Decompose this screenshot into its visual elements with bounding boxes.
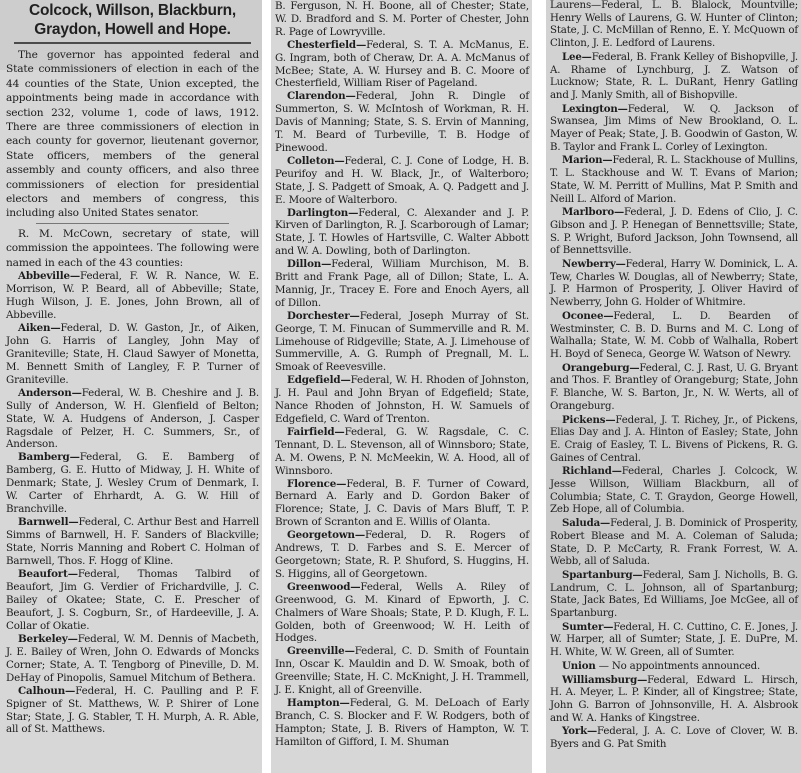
- county-appointees: Federal, G. W. Ragsdale, C. C. Tennant, D. L. Stevenson, all of Winnsboro; State, A. M. Owens, P. N. McMeekin, W. A. Hood, all of Winnsboro.: [275, 425, 529, 477]
- county-list-2: [275, 0, 529, 749]
- county-name: Chesterfield—: [287, 38, 367, 51]
- county-entry: [6, 322, 259, 387]
- column-1: [0, 0, 262, 773]
- county-appointees: Federal, W. B. Cheshire and J. B. Sully of Anderson, W. H. Glenfield of Belton; State, W. A. Hudgens of Anderson, J. Casper Ragsdale of Pelzer, H. C. Summers, Sr., of Anderson.: [6, 386, 259, 451]
- county-entry: [275, 310, 529, 375]
- county-appointees: Federal, J. B. Dominick of Prosperity, Robert Blease and M. A. Coleman of Saluda; State, D. P. McCarty, R. Frank Forrest, W. A. Webb, all of Saluda.: [550, 518, 798, 568]
- county-entry: [6, 387, 259, 452]
- county-appointees: Federal, C. Alexander and J. P. Kirven of Darlington, R. J. Scarborough of Lamar; State, J. T. Howles of Hartsville, C. Walter Abbott and W. A. Dowling, both of Darlington.: [275, 206, 529, 258]
- county-entry: [275, 645, 529, 697]
- county-list-3: [550, 0, 798, 752]
- county-name: Clarendon—: [287, 90, 356, 103]
- county-name: Darlington—: [287, 206, 359, 219]
- county-appointees: Federal, Sam J. Nicholls, B. G. Landrum, C. L. Johnson, all of Spartanburg; State, Jack Bates, Ed Williams, Joe McGee, all of Spartanburg.: [550, 569, 798, 620]
- county-name: Abbeville—: [18, 270, 81, 283]
- county-entry: [550, 103, 798, 155]
- county-name: Oconee—: [562, 309, 614, 322]
- county-entry: [550, 569, 798, 621]
- county-entry: [550, 0, 798, 51]
- county-name: Bamberg—: [18, 451, 80, 464]
- county-entry: [275, 374, 529, 426]
- county-entry: [550, 517, 798, 569]
- county-entry: [275, 426, 529, 478]
- county-entry: [550, 51, 798, 103]
- county-appointees: Federal, B. Frank Kelley of Bishopville, J. A. Rhame of Lynchburg, J. Z. Watson of Lucknow; State, R. L. DuRant, Henry Gatling and J. Manly Smith, all of Bishopville.: [550, 51, 798, 101]
- county-name: Berkeley—: [18, 632, 78, 645]
- county-appointees: Federal, J. A. C. Love of Clover, W. B. Byers and G. Pat Smith: [550, 726, 798, 751]
- county-name: York—: [562, 725, 598, 738]
- county-name: Anderson—: [18, 386, 82, 399]
- county-name: Union: [562, 659, 596, 672]
- county-appointees: Federal, F. W. R. Nance, W. E. Morrison, W. P. Beard, all of Abbeville; State, Hugh Wilson, J. E. Jones, John Brown, all of Abbeville.: [6, 270, 259, 321]
- county-appointees: Federal, Thomas Talbird of Beaufort, Jim G. Verdier of Frichardville, J. C. Bailey of Okatee; State, C. E. Prescher of Beaufort, J. S. Cogburn, Sr., of Hardeeville, J. A. Collar of Okatie.: [6, 568, 259, 632]
- county-appointees: Federal, C. J. Rast, U. G. Bryant and Thos. F. Brantley of Orangeburg; State, John F. Blanche, W. S. Barton, Jr., N. W. Werts, all of Orangeburg.: [550, 362, 798, 412]
- county-entry: [550, 621, 798, 660]
- county-entry: [275, 39, 529, 91]
- county-name: Sumter—: [562, 620, 614, 633]
- county-entry: [6, 568, 259, 633]
- county-entry: [550, 258, 798, 310]
- county-appointees: Federal, W. M. Dennis of Macbeth, J. E. Bailey of Wren, John O. Edwards of Moncks Corner; State, A. T. Tengborg of Pineville, D. M. DeHay of Pinopolis, Samuel Mitchum of Bethera.: [6, 632, 259, 684]
- county-appointees: Federal, Charles J. Colcock, W. Jesse Willson, William Blackburn, all of Columbia; State, C. T. Graydon, George Howell, Zeb Hope, all of Columbia.: [550, 466, 798, 516]
- county-entry: [550, 725, 798, 751]
- county-appointees: Federal, Wells A. Riley of Greenwood, G. M. Kinard of Epworth, J. C. Chalmers of Ware Shoals; State, P. D. Klugh, F. L. Golden, both of Greenwood; W. H. Leith of Hodges.: [275, 580, 529, 645]
- county-appointees: Federal, John R. Dingle of Summerton, S. W. McIntosh of Workman, R. H. Davis of Manning; State, S. S. Ervin of Manning, T. M. Beard of Turbeville, T. B. Hodge of Pinewood.: [275, 90, 529, 154]
- headline: [6, 1, 259, 39]
- county-entry: [550, 206, 798, 258]
- county-appointees: Federal, S. T. A. McManus, E. G. Ingram, both of Cheraw, Dr. A. A. McManus of McBee; State, A. W. Hursey and B. C. Moore of Chesterfield, William Riser of Pageland.: [275, 38, 529, 90]
- county-name: Marion—: [562, 154, 613, 167]
- county-name: Lexington—: [562, 102, 628, 115]
- county-appointees: Federal, W. Q. Jackson of Swansea, Jim Mims of New Brookland, O. L. Mayer of Peak; State, J. B. Goodwin of Gaston, W. B. Taylor and Frank L. Corley of Lexington.: [550, 103, 798, 153]
- county-entry: [275, 0, 529, 39]
- county-appointees: Laurens—Federal, L. B. Blalock, Mountville; Henry Wells of Laurens, G. W. Hunter of Clinton; State, J. C. McMillan of Renno, E. Y. McQuown of Clinton, J. E. Ledford of Laurens.: [550, 0, 798, 50]
- county-appointees: Federal, D. W. Gaston, Jr., of Aiken, John G. Harris of Langley, John May of Graniteville; State, H. Claud Sawyer of Monetta, M. Bennett Smith of Langley, F. P. Turner of Graniteville.: [6, 321, 259, 386]
- county-entry: [6, 270, 259, 322]
- county-appointees: Federal, D. R. Rogers of Andrews, T. D. Farbes and S. E. Mercer of Georgetown; State, R. P. Shuford, S. Huggins, H. S. Higgins, all of Georgetown.: [275, 529, 529, 580]
- county-appointees: Federal, L. D. Bearden of Westminster, C. B. D. Burns and M. C. Long of Walhalla; State, W. M. Cobb of Walhalla, Robert H. Boyd of Seneca, George W. Watson of Newry.: [550, 310, 798, 360]
- county-appointees: Federal, J. D. Edens of Clio, J. C. Gibson and J. P. Henegan of Bennettsville; State, S. P. Wright, Buford Jackson, John Townsend, all of Bennettsville.: [550, 207, 798, 257]
- county-appointees: Federal, H. C. Paulling and P. F. Spigner of St. Matthews, W. P. Shirer of Lone Star; State, J. G. Stabler, T. H. Murph, A. R. Able, all of St. Matthews.: [6, 684, 259, 736]
- county-name: Greenwood—: [287, 580, 361, 593]
- county-entry: [275, 478, 529, 530]
- county-entry: [550, 414, 798, 466]
- county-entry: [550, 660, 798, 674]
- county-name: Spartanburg—: [562, 568, 643, 581]
- county-entry: [550, 362, 798, 414]
- county-entry: [6, 633, 259, 685]
- county-name: Saluda—: [562, 517, 611, 530]
- county-entry: [275, 155, 529, 207]
- county-name: Dillon—: [287, 258, 332, 271]
- county-appointees: Federal, W. H. Rhoden of Johnston, J. H. Paul and John Bryan of Edgefield; State, Nance Rhoden of Johnston, H. W. Samuels of Edgefield, C. Ward of Trenton.: [275, 374, 529, 425]
- headline-line-2: Graydon, Howell and Hope.: [34, 21, 231, 38]
- county-entry: [550, 674, 798, 726]
- county-name: Williamsburg—: [562, 673, 648, 686]
- county-name: Dorchester—: [287, 309, 360, 322]
- county-entry: [550, 465, 798, 517]
- county-entry: [275, 529, 529, 581]
- county-appointees: Federal, G. M. DeLoach of Early Branch, C. S. Blocker and F. W. Rodgers, both of Hampton; State, J. B. Rivers of Hampton, W. T. Hamilton of Gifford, I. M. Shuman: [275, 696, 529, 748]
- county-appointees: Federal, B. F. Turner of Coward, Bernard A. Early and D. Gordon Baker of Florence; State, J. C. Davis of Mars Bluff, T. P. Brown of Scranton and E. Willis of Olanta.: [275, 477, 529, 529]
- headline-rule: [14, 42, 251, 44]
- county-name: Pickens—: [562, 413, 616, 426]
- county-entry: [6, 685, 259, 737]
- county-entry: [275, 90, 529, 155]
- county-name: Newberry—: [562, 258, 626, 271]
- column-2: [271, 0, 532, 773]
- column-3: [546, 0, 801, 773]
- county-name: Richland—: [562, 465, 622, 478]
- county-name: Marlboro—: [562, 206, 625, 219]
- headline-line-1: Colcock, Willson, Blackburn,: [29, 2, 236, 19]
- county-appointees: Federal, R. L. Stackhouse of Mullins, T. L. Stackhouse and W. T. Evans of Marion; State, W. M. Perritt of Mullins, Mat P. Smith and Neill L. Alford of Marion.: [550, 155, 798, 205]
- county-name: Fairfield—: [287, 425, 345, 438]
- county-appointees: Federal, Edward L. Hirsch, H. A. Meyer, L. P. Kinder, all of Kingstree; State, John G. Barron of Johnsonville, H. A. Alsbrook and W. A. Hanks of Kingstree.: [550, 674, 798, 724]
- county-name: Edgefield—: [287, 374, 351, 387]
- county-appointees: Federal, C. D. Smith of Fountain Inn, Oscar K. Mauldin and D. W. Smoak, both of Greenville; State, H. C. McKnight, J. H. Trammell, J. E. Knight, all of Greenville.: [275, 645, 529, 697]
- county-appointees: B. Ferguson, N. H. Boone, all of Chester; State, W. D. Bradford and S. M. Porter of Chester, John R. Page of Lowryville.: [275, 0, 529, 38]
- county-appointees: — No appointments announced.: [595, 660, 761, 672]
- county-entry: [6, 516, 259, 568]
- county-entry: [550, 310, 798, 362]
- county-list-1: [6, 270, 259, 736]
- county-entry: [275, 258, 529, 310]
- county-name: Calhoun—: [18, 684, 76, 697]
- county-name: Florence—: [287, 477, 347, 490]
- county-name: Beaufort—: [18, 568, 78, 581]
- intro-paragraph: The governor has appointed federal and State commissioners of election in each of the 44 counties of the State, Union excepted, the appointments being made in accordance with section 232, volume 1, code of laws, 1912. There are three commissioners of election in each county for governor, lieutenant governor, State officers, members of the general assembly and county officers, and also three commissioners of election for presidential electors and members of congress, this including also United States senator.: [6, 49, 259, 220]
- county-name: Colleton—: [287, 154, 345, 167]
- county-entry: [275, 697, 529, 749]
- column-gutter: [262, 0, 271, 773]
- county-entry: [550, 154, 798, 206]
- county-entry: [275, 581, 529, 646]
- county-name: Lee—: [562, 50, 592, 63]
- county-appointees: Federal, C. Arthur Best and Harrell Simms of Barnwell, H. F. Sanders of Blackville; State, Norris Manning and Robert C. Holman of Barnwell, Thos. F. Hogg of Kline.: [6, 516, 259, 568]
- county-appointees: Federal, William Murchison, M. B. Britt and Frank Page, all of Dillon; State, L. A. Mannig, Jr., Tracey E. Fore and Enoch Ayers, all of Dillon.: [275, 258, 529, 309]
- secretary-paragraph: R. M. McCown, secretary of state, will commission the appointees. The following were named in each of the 43 counties:: [6, 227, 259, 269]
- county-name: Orangeburg—: [562, 361, 640, 374]
- county-name: Barnwell—: [18, 516, 79, 529]
- separator: [36, 223, 229, 224]
- county-entry: [275, 207, 529, 259]
- county-name: Georgetown—: [287, 529, 366, 542]
- county-appointees: Federal, G. E. Bamberg of Bamberg, G. E. Hutto of Midway, J. H. White of Denmark; State, J. Wesley Crum of Denmark, I. W. Carter of Ehrhardt, A. G. W. Hill of Branchville.: [6, 451, 259, 516]
- county-name: Hampton—: [287, 696, 350, 709]
- county-appointees: Federal, H. C. Cuttino, C. E. Jones, J. W. Harper, all of Sumter; State, J. E. DuPre, M. H. White, W. W. Green, all of Sumter.: [550, 621, 798, 659]
- county-entry: [6, 451, 259, 516]
- county-name: Greenville—: [287, 645, 355, 658]
- county-appointees: Federal, Harry W. Dominick, L. A. Tew, Charles W. Douglas, all of Newberry; State, J. P. Harmon of Prosperity, J. Oliver Havird of Newberry, John G. Holder of Whitmire.: [550, 259, 798, 309]
- county-appointees: Federal, C. J. Cone of Lodge, H. B. Peurifoy and H. W. Black, Jr., of Walterboro; State, J. S. Padgett of Smoak, A. Q. Padgett and J. E. Moore of Walterboro.: [275, 154, 529, 206]
- column-gutter: [532, 0, 546, 773]
- county-appointees: Federal, Joseph Murray of St. George, T. M. Finucan of Summerville and R. M. Limehouse of Ridgeville; State, A. J. Limehouse of Summerville, A. G. Rumph of Pregnall, M. L. Smoak of Reevesville.: [275, 309, 529, 374]
- county-name: Aiken—: [18, 321, 61, 334]
- county-appointees: Federal, J. T. Richey, Jr., of Pickens, Elias Day and J. A. Hinton of Easley; State, John E. Craig of Easley, T. L. Bivens of Pickens, R. G. Gaines of Central.: [550, 414, 798, 464]
